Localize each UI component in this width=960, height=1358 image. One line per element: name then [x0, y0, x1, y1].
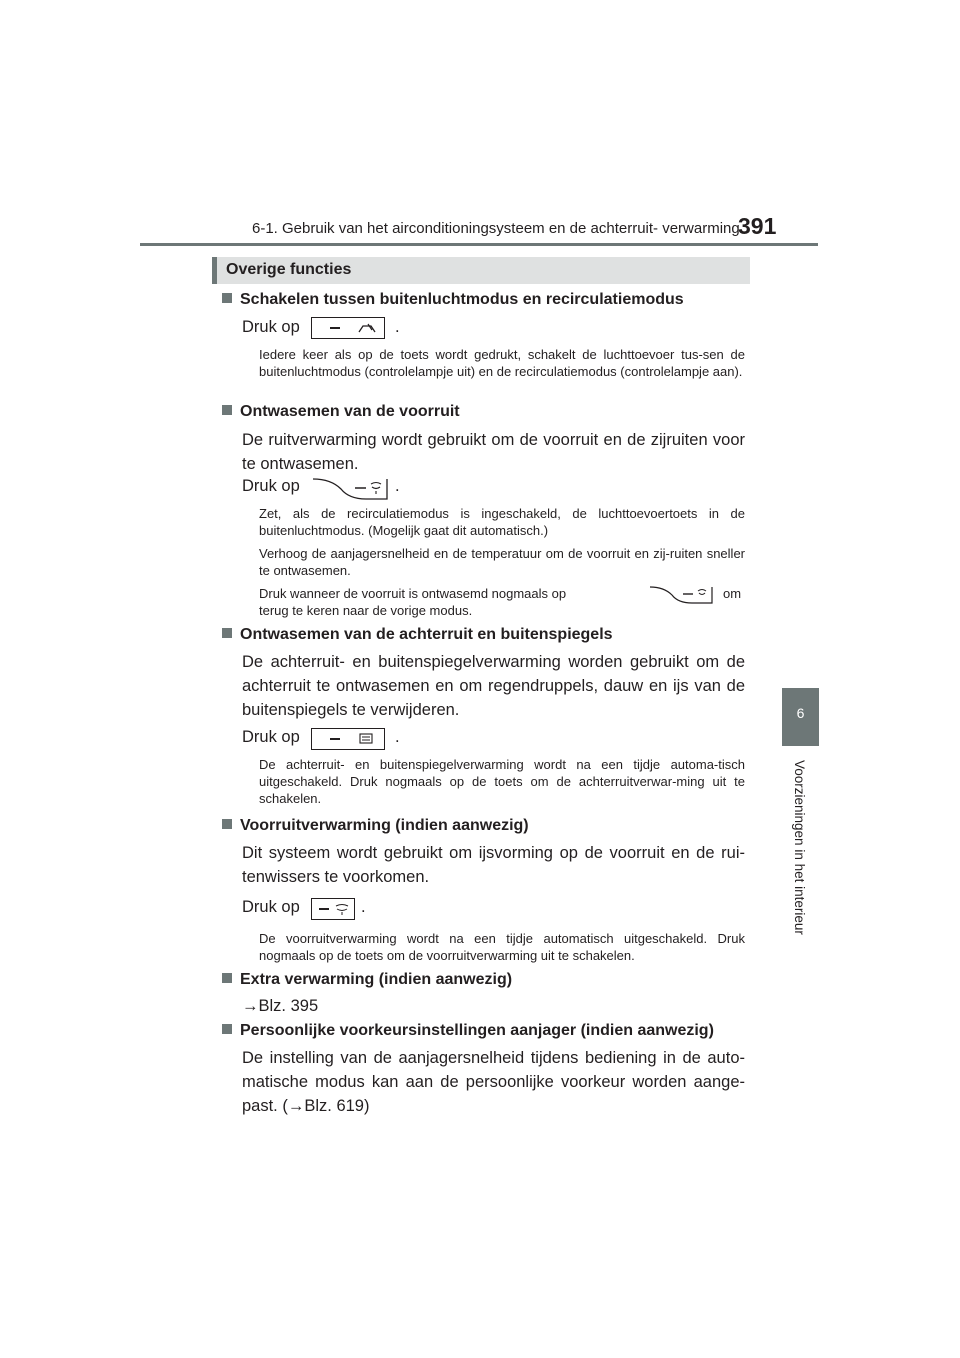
- heading-extra-heating: Extra verwarming (indien aanwezig): [222, 971, 512, 989]
- press-suffix: .: [395, 728, 400, 746]
- press-instruction: Druk op: [242, 898, 300, 916]
- running-header: 6-1. Gebruik van het airconditioningsysteem en de achterruit- verwarming: [252, 220, 740, 237]
- chapter-label: Voorzieningen in het interieur: [792, 760, 807, 935]
- bullet-square-icon: [222, 1024, 232, 1034]
- note-wiper-deicer: De voorruitverwarming wordt na een tijdje automatisch uitgeschakeld. Druk nogmaals op de toets om de voorruitverwarming uit te schakelen.: [259, 931, 745, 963]
- header-divider: [140, 243, 818, 246]
- chapter-number: 6: [796, 705, 805, 721]
- wiper-deicer-button[interactable]: [311, 898, 355, 920]
- note-windshield-3: Druk wanneer de voorruit is ontwasemd nogmaals op: [259, 586, 567, 601]
- bullet-square-icon: [222, 819, 232, 829]
- chapter-tab: [782, 688, 819, 746]
- press-suffix: .: [395, 477, 400, 495]
- press-instruction: Druk op: [242, 318, 300, 336]
- recirculation-car-icon: [357, 321, 377, 335]
- wiper-deicer-icon: [334, 902, 350, 916]
- windshield-defog-button[interactable]: [311, 477, 391, 506]
- heading-blower-preferences: Persoonlijke voorkeursinstellingen aanjager (indien aanwezig): [222, 1022, 714, 1040]
- note-recirculation: Iedere keer als op de toets wordt gedrukt, schakelt de luchttoevoer tus-sen de buitenluchtmodus (controlelampje uit) en de recirculatiemodus (controlelampje aan).: [259, 347, 745, 379]
- bullet-square-icon: [222, 973, 232, 983]
- body-blower-preferences: De instelling van de aanjagersnelheid tijdens bediening in de auto-matische modus kan aan de persoonlijke voorkeur worden aange-past. (→Blz. 619): [242, 1049, 745, 1115]
- press-instruction: Druk op: [242, 728, 300, 746]
- body-extra-heating: →Blz. 395: [242, 997, 319, 1015]
- note-windshield-4: terug te keren naar de vorige modus.: [259, 603, 473, 618]
- heading-wiper-deicer: Voorruitverwarming (indien aanwezig): [222, 817, 529, 835]
- recirculation-button[interactable]: [311, 317, 385, 339]
- body-windshield-defog: De ruitverwarming wordt gebruikt om de voorruit en de zijruiten voor te ontwasemen.: [242, 431, 745, 473]
- page-number: 391: [738, 213, 777, 239]
- note-windshield-2: Verhoog de aanjagersnelheid en de temperatuur om de voorruit en zij-ruiten sneller te ontwasemen.: [259, 546, 745, 578]
- bullet-square-icon: [222, 628, 232, 638]
- bullet-square-icon: [222, 293, 232, 303]
- heading-rear-defog: Ontwasemen van de achterruit en buitenspiegels: [222, 626, 613, 644]
- note-rear-defog: De achterruit- en buitenspiegelverwarming wordt na een tijdje automa-tisch uitgeschakeld. Druk nogmaals op de toets om de achterruitverwar-ming uit te schakelen.: [259, 757, 745, 806]
- press-suffix: .: [361, 898, 366, 916]
- press-instruction: Druk op: [242, 477, 300, 495]
- body-wiper-deicer: Dit systeem wordt gebruikt om ijsvorming op de voorruit en de rui-tenwissers te voorkomen.: [242, 844, 745, 886]
- rear-defog-button[interactable]: [311, 728, 385, 750]
- section-title: Overige functies: [226, 261, 352, 278]
- body-rear-defog: De achterruit- en buitenspiegelverwarming worden gebruikt om de achterruit te ontwasemen en om regendruppels, dauw en ijs van de buitenspiegels te verwijderen.: [242, 653, 745, 719]
- press-suffix: .: [395, 318, 400, 336]
- heading-windshield-defog: Ontwasemen van de voorruit: [222, 403, 460, 421]
- rear-defogger-icon: [358, 732, 374, 746]
- note-windshield-1: Zet, als de recirculatiemodus is ingeschakeld, de luchttoevoertoets in de buitenluchtmodus. (Mogelijk gaat dit automatisch.): [259, 506, 745, 538]
- heading-recirculation: Schakelen tussen buitenluchtmodus en recirculatiemodus: [222, 291, 684, 309]
- note-windshield-3-tail: om: [723, 586, 742, 601]
- bullet-square-icon: [222, 405, 232, 415]
- section-bar-accent: [212, 257, 217, 284]
